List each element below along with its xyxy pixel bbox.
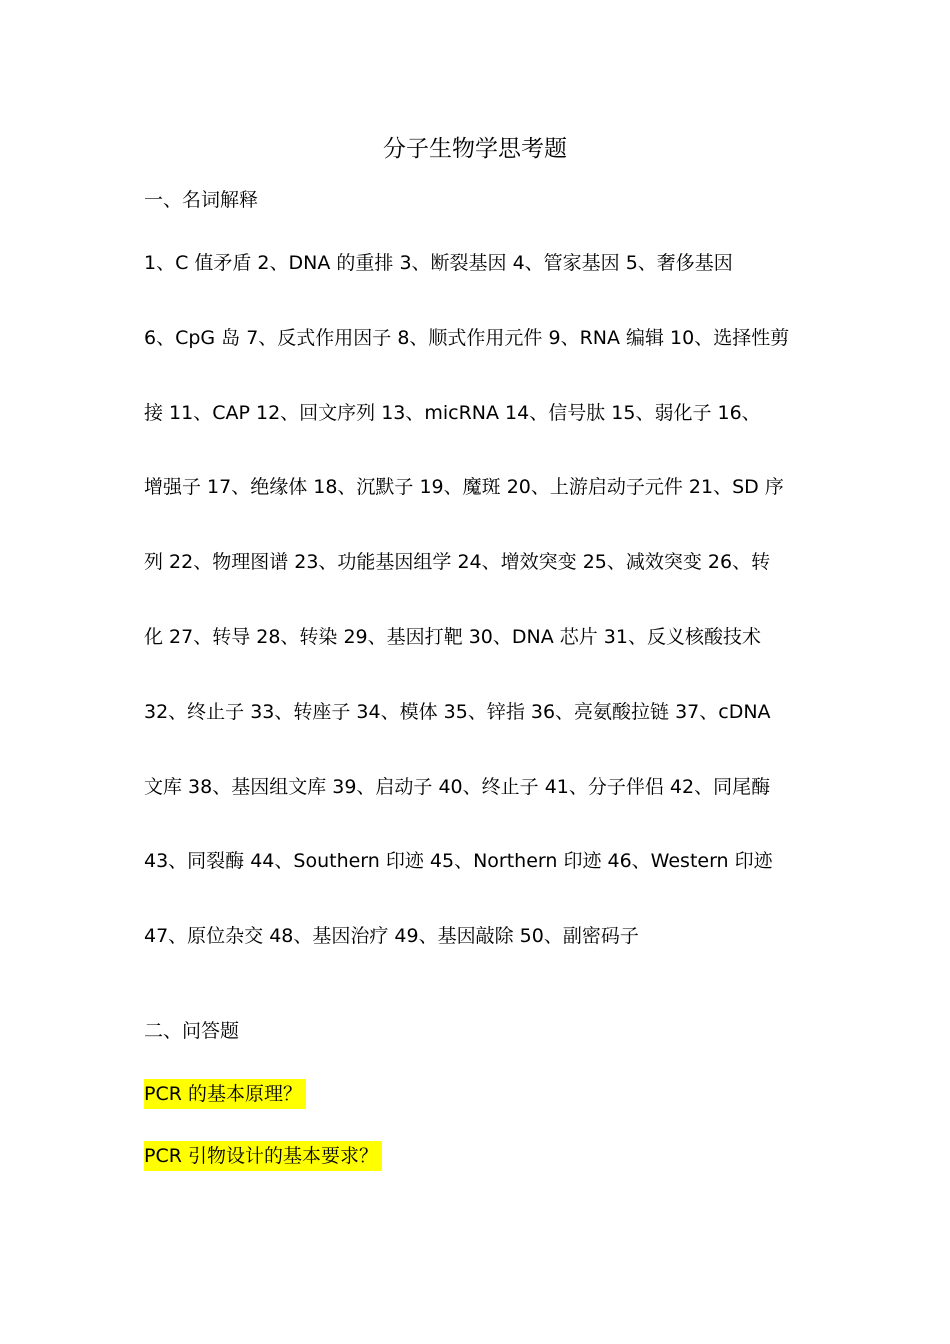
question-item: PCR 的基本原理？	[144, 1079, 306, 1109]
terms-line: 文库 38、基因组文库 39、启动子 40、终止子 41、分子伴侣 42、同尾酶	[144, 775, 771, 798]
terms-line: 6、CpG 岛 7、反式作用因子 8、顺式作用元件 9、RNA 编辑 10、选择性剪	[144, 326, 790, 349]
section-heading-questions: 二、问答题	[144, 1020, 240, 1042]
document-title: 分子生物学思考题	[383, 136, 567, 162]
terms-line: 32、终止子 33、转座子 34、模体 35、锌指 36、亮氨酸拉链 37、cDNA	[144, 700, 771, 723]
terms-line: 47、原位杂交 48、基因治疗 49、基因敲除 50、副密码子	[144, 925, 639, 948]
terms-list	[144, 246, 809, 994]
terms-line: 43、同裂酶 44、Southern 印迹 45、Northern 印迹 46、Western 印迹	[144, 850, 773, 873]
terms-line: 列 22、物理图谱 23、功能基因组学 24、增效突变 25、减效突变 26、转	[144, 551, 771, 574]
terms-line: 增强子 17、绝缘体 18、沉默子 19、魔斑 20、上游启动子元件 21、SD 序	[144, 476, 784, 499]
section-heading-terms: 一、名词解释	[144, 189, 259, 211]
terms-line: 1、C 值矛盾 2、DNA 的重排 3、断裂基因 4、管家基因 5、奢侈基因	[144, 252, 733, 274]
terms-line: 化 27、转导 28、转染 29、基因打靶 30、DNA 芯片 31、反义核酸技术	[144, 625, 761, 648]
question-item: PCR 引物设计的基本要求？	[144, 1141, 382, 1171]
terms-line: 接 11、CAP 12、回文序列 13、micRNA 14、信号肽 15、弱化子 16、	[144, 401, 761, 424]
